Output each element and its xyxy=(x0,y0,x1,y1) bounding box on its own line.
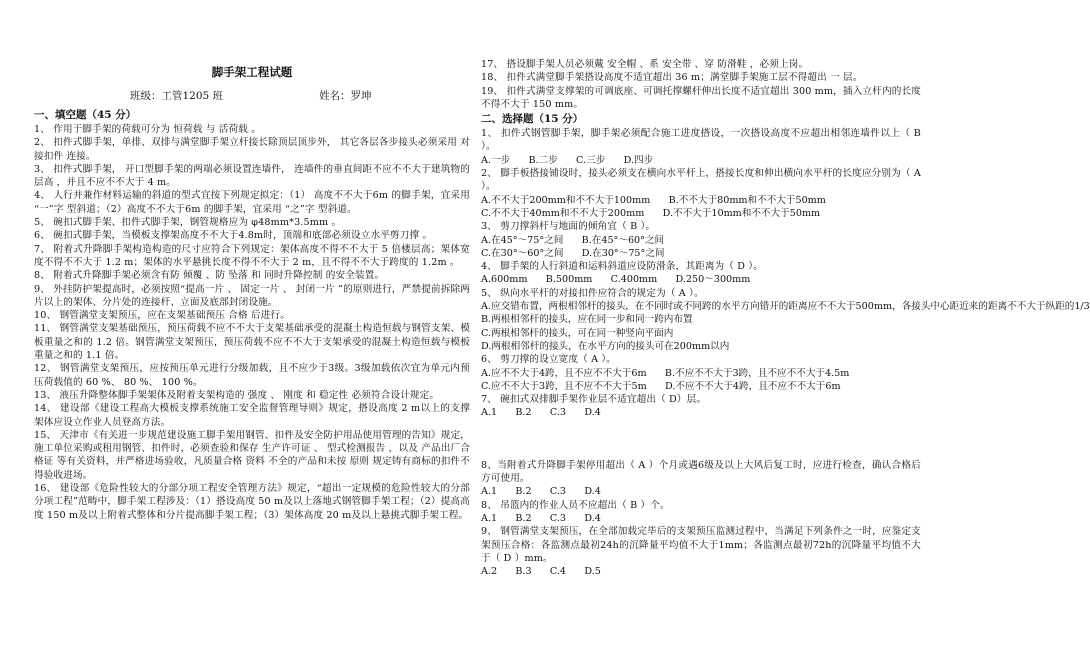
question-item: 13、 液压升降整体脚手架架体及附着支架构造的 强度 、 刚度 和 稳定性 必须符合设计规定。 xyxy=(34,389,440,401)
question-item: B.两根相邻杆的接头，应在同一步和同一跨内布置 xyxy=(481,314,693,326)
question-item: 18、 扣件式满堂脚手架搭设高度不适宜超出 36 m；满堂脚手架施工层不得超出 一 层。 xyxy=(481,72,863,84)
question-item: 4、 人行并兼作材料运输的斜道的型式宜按下列规定拟定：（1） 高度不不大于6m 的脚手架，宜采用 “一”字 型斜道；（2）高度不不大于6m 的脚手架，宜采用 “之”字 型斜道。 xyxy=(34,190,470,215)
question-item: 8、 吊篮内的作业人员不应超出（ B ）个。 xyxy=(481,499,670,511)
question-item: 12、 钢管满堂支架预压，应按预压单元进行分级加载，且不应少于3级。3级加载依次宜为单元内预压荷载值的 60 %、 80 %、 100 %。 xyxy=(34,363,470,388)
question-item: A.不不大于200mm和不不大于100mm B.不不大于80mm和不不大于50mm xyxy=(481,194,826,206)
question-item: A.1 B.2 C.3 D.4 xyxy=(481,512,601,524)
fill-in-continued-list xyxy=(481,58,921,111)
question-item: 2、 扣件式脚手架，单排、双排与满堂脚手架立杆接长除顶层顶步外， 其它各层各步接头必须采用 对接扣件 连接。 xyxy=(34,137,470,162)
question-item: C.在30°～60°之间 D.在30°～75°之间 xyxy=(481,247,665,259)
multiple-choice-list xyxy=(481,127,1090,578)
question-item: 9、 钢管满堂支架预压，在全部加载完毕后的支架预压监测过程中，当满足下列条件之一时，应鉴定支架预压合格：各监测点最初24h的沉降量平均值不大于1mm；各监测点最初72h的沉降量平均值不大于（ D ）mm。 xyxy=(481,526,921,564)
question-item: 2、 脚手板搭接铺设时，接头必须支在横向水平杆上，搭接长度和伸出横向水平杆的长度应分别为（ A ）。 xyxy=(481,168,921,193)
question-item: 16、 建设部《危险性较大的分部分项工程安全管理方法》规定，“超出一定规模的危险性较大的分部分项工程”范畴中，脚手架工程涉及：（1）搭设高度 50 m及以上落地式钢管脚手架工程；（2）提高高度 150 m及以上附着式整体和分片提高脚手架工程；（3）架体高度 20 m及以上悬挑式脚手架工程。 xyxy=(34,483,470,521)
section-multiple-choice: 二、选择题（15 分） xyxy=(481,113,584,126)
question-item: 6、 剪刀撑的设立宽度（ A ）。 xyxy=(481,354,617,366)
subtitle-row xyxy=(34,88,470,103)
question-item: 1、 作用于脚手架的荷载可分为 恒荷载 与 活荷载 。 xyxy=(34,124,261,135)
question-item: C.不不大于40mm和不不大于200mm D.不不大于10mm和不不大于50mm xyxy=(481,207,821,219)
question-item: 11、 钢管满堂支架基础预压，预压荷载不应不不大于支架基础承受的混凝土构造恒载与钢管支架、模板重量之和的 1.2 倍。钢管满堂支架预压，预压荷载不应不不大于支架承受的混凝土构造恒载与模板重量之和的 1.1 倍。 xyxy=(34,323,470,362)
fill-in-list xyxy=(34,123,470,522)
question-item: A.1 B.2 C.3 D.4 xyxy=(481,407,601,419)
question-item: 3、 扣件式脚手架， 开口型脚手架的两端必须设置连墙件， 连墙件的垂直间距不应不不大于建筑物的 层高 ，并且不应不不大于 4 m。 xyxy=(34,163,470,189)
question-item: A.一步 B.二步 C.三步 D.四步 xyxy=(481,154,654,166)
right-column xyxy=(481,58,1090,578)
question-item: A.应不不大于4跨，且不应不不大于6m B.不应不不大于3跨，且不应不不大于4.5m xyxy=(481,367,850,379)
question-item: D.两根相邻杆的接头，在水平方向的接头可在200mm以内 xyxy=(481,340,730,352)
question-item: A.600mm B.500mm C.400mm D.250～300mm xyxy=(481,274,751,286)
question-item: 15、 天津市《有关进一步规范建设施工脚手架用钢管、扣件及安全防护用品使用管理的告知》规定，施工单位采购或租用钢管、扣件时，必须查验和保存 生产许可证 、 型式检测报告 ，以及 产品出厂合格证 等有关资料，并严格进场验收，凡质量合格 资料 不全的产品和未按 原则 规定铸有商标的扣件不得验收进场。 xyxy=(34,429,470,481)
question-item: C.两根相邻杆的接头，可在同一种竖向平面内 xyxy=(481,327,674,339)
question-item: 5、 碗扣式脚手架、扣件式脚手架，钢管规格应为 φ48mm*3.5mm 。 xyxy=(34,217,342,229)
name-label: 姓名：罗坤 xyxy=(319,90,372,102)
question-item: 17、 搭设脚手架人员必须戴 安全帽 、系 安全带 、穿 防滑鞋 ，必须上岗。 xyxy=(481,59,809,70)
question-item: 6、 碗扣式脚手架，当模板支撑架高度不不大于4.8m时，顶端和底部必须设立水平剪刀撑 。 xyxy=(34,230,433,242)
question-item: 19、 扣件式满堂支撑架的可调底座、可调托撑螺杆伸出长度不适宜超出 300 mm，插入立杆内的长度不得不大于 150 mm。 xyxy=(481,85,921,110)
question-item: A.1 B.2 C.3 D.4 xyxy=(481,486,601,498)
section-fill-in: 一、填空题（45 分） xyxy=(34,109,137,121)
class-label: 班级：工管1205 班 xyxy=(130,90,224,102)
left-column xyxy=(34,58,470,522)
question-item: 7、 附着式升降脚手架构造构造的尺寸应符合下列规定：架体高度不得不不大于 5 倍楼层高；架体宽度不得不不大于 1.2 m；架体的水平悬挑长度不得不不大于 2 m，且不得不不大于跨度的 1.2m 。 xyxy=(34,243,470,268)
question-item: 5、 纵向水平杆的对接扣件应符合的规定为（ A ）。 xyxy=(481,287,704,299)
question-item: 3、 剪刀撑斜杆与地面的倾角宜（ B ）。 xyxy=(481,221,656,233)
question-item: 14、 建设部《建设工程高大模板支撑系统施工安全监督管理导则》规定，搭设高度 2 m以上的支撑架体应设立作业人员登高方法。 xyxy=(34,403,470,428)
question-item: 10、 钢管满堂支架预压，应在支架基础预压 合格 后进行。 xyxy=(34,310,290,322)
question-item: 8、 附着式升降脚手架必须含有防 倾覆 、防 坠落 和 同时升降控制 的安全装置。 xyxy=(34,270,385,282)
page-title: 脚手架工程试题 xyxy=(211,65,293,79)
spacer xyxy=(481,436,921,443)
question-item: 7、 碗扣式双排脚手架作业层不适宜超出（ D）层。 xyxy=(481,394,707,406)
question-item: 9、 外挂防护架提高时，必须按照“提高一片 、 固定一片 、 封闭一片 ”的原则进行，严禁提前拆除两片以上的架体、分片处的连接杆、立面及底部封闭设施。 xyxy=(34,283,470,308)
question-item: 4、 脚手架的人行斜道和运料斜道应设防滑条，其距离为（ D ）。 xyxy=(481,261,763,273)
question-item: A.在45°～75°之间 B.在45°～60°之间 xyxy=(481,234,665,246)
question-item: C.应不不大于3跨，且不应不不大于5m D.不应不不大于4跨，且不应不不大于6m xyxy=(481,380,841,392)
question-item: 1、 扣件式钢管脚手架，脚手架必须配合施工进度搭设，一次搭设高度不应超出相邻连墙件以上（ B ）。 xyxy=(481,128,921,153)
question-item: A.应交错布置，两根相邻杆的接头，在不同时或不同跨的水平方向错开的距离应不不大于500mm，各接头中心距近来的距离不不大于纵距的1/3 xyxy=(481,301,1090,313)
question-item: 8、当附着式升降脚手架停用超出（ A ）个月或遇6级及以上大风后复工时，应进行检查，确认合格后方可使用。 xyxy=(481,459,921,485)
question-item: A.2 B.3 C.4 D.5 xyxy=(481,566,601,578)
